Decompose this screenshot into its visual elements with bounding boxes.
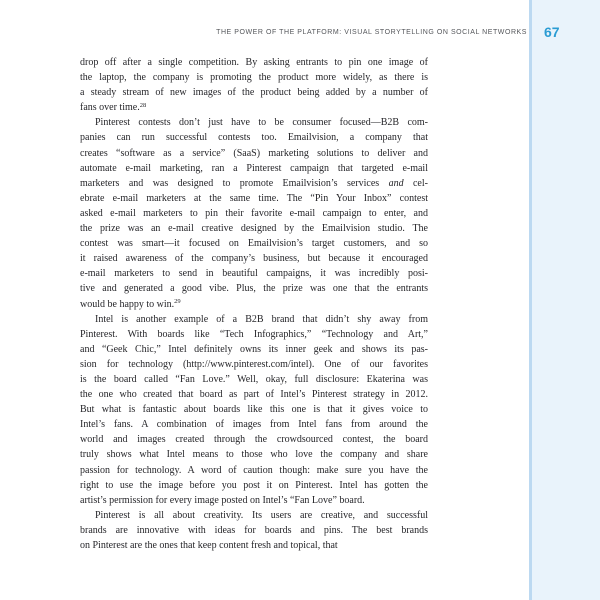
page-number: 67 — [544, 24, 560, 40]
text-line: the prize was an e-mail creative designed by the Emailvision studio. The — [80, 223, 428, 235]
page-margin-band — [529, 0, 600, 600]
text-line: right to use the image before you post it on Pinterest. Intel has gotten the — [80, 479, 428, 491]
text-line: drop off after a single competition. By asking entrants to pin one image of — [80, 57, 428, 68]
text-line — [80, 176, 428, 191]
text-line: world and images created through the crowdsourced contest, the board — [80, 434, 428, 446]
line-text: cel- — [403, 177, 428, 189]
text-line: asked e-mail marketers to pin their favorite e-mail campaign to enter, and — [80, 207, 428, 219]
line-text: fans over time. — [80, 102, 140, 114]
text-line: Intel’s fans. A combination of images from Intel fans from around the — [80, 419, 428, 431]
text-line: Pinterest is all about creativity. Its users are creative, and successful — [95, 509, 428, 521]
text-line: Pinterest. With boards like “Tech Infographics,” “Technology and Art,” — [80, 328, 428, 340]
text-line: and “Geek Chic,” Intel definitely owns its inner geek and shows its pas- — [80, 343, 428, 355]
text-line: automate e-mail marketing, ran a Pinterest campaign that targeted e-mail — [80, 162, 428, 174]
text-line: creates “software as a service” (SaaS) marketing solutions to deliver and — [80, 147, 428, 159]
italic-text: and — [388, 177, 404, 189]
footnote-ref: 28 — [139, 101, 147, 109]
text-line: e-mail marketers to send in beautiful campaigns, it was incredibly posi- — [80, 268, 428, 280]
text-line: tive and generated a good vibe. Plus, the prize was one that the entrants — [80, 283, 428, 295]
text-line: artist’s permission for every image posted on Intel’s “Fan Love” board. — [80, 494, 365, 506]
text-line — [80, 297, 428, 312]
text-line: is the board called “Fan Love.” Well, okay, full disclosure: Ekaterina was — [80, 373, 428, 385]
running-header: THE POWER OF THE PLATFORM: VISUAL STORYTELLING ON SOCIAL NETWORKS — [216, 29, 527, 36]
line-text: would be happy to win. — [80, 298, 175, 310]
page-body — [80, 55, 428, 553]
footnote-ref: 29 — [174, 298, 181, 305]
text-line: it raised awareness of the company’s business, but because it encouraged — [80, 253, 428, 265]
line-text: marketers and was designed to promote Emailvision’s services — [80, 177, 389, 189]
text-line: passion for technology. A word of caution though: make sure you have the — [80, 464, 428, 476]
text-line — [80, 100, 428, 115]
text-line: a steady stream of new images of the product being added by a number of — [80, 87, 428, 99]
text-line: Pinterest contests don’t just have to be consumer focused—B2B com- — [95, 117, 428, 129]
text-line: panies can run successful contests too. Emailvision, a company that — [80, 132, 428, 144]
text-line: brands are innovative with ideas for boards and pins. The best brands — [80, 524, 428, 536]
text-line: the laptop, the company is promoting the product more widely, as there is — [80, 72, 428, 84]
text-line: truly shows what Intel means to those who love the company and share — [80, 449, 428, 461]
text-line: sion for technology (http://www.pinterest.com/intel). One of our favorites — [80, 358, 428, 370]
text-line: Intel is another example of a B2B brand that didn’t shy away from — [95, 313, 428, 325]
text-line: But what is fantastic about boards like this one is that it gives voice to — [80, 404, 428, 416]
text-line: ebrate e-mail marketers at the same time. The “Pin Your Inbox” contest — [80, 192, 428, 204]
text-line: contest was smart—it focused on Emailvision’s target customers, and so — [80, 238, 428, 250]
text-line: the one who created that board as part of Intel’s Pinterest strategy in 2012. — [80, 389, 428, 401]
text-line: on Pinterest are the ones that keep content fresh and topical, that — [80, 540, 338, 551]
